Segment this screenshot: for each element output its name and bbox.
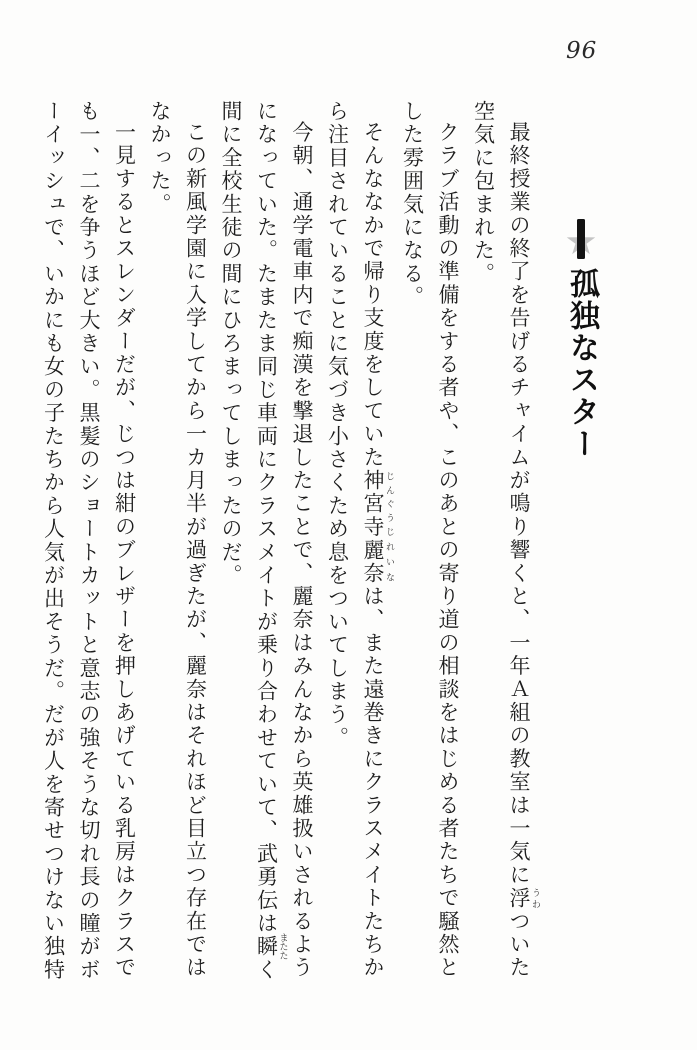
chapter-title: 孤独なスター — [564, 268, 599, 460]
chapter-heading — [562, 100, 600, 988]
paragraph: 今朝、通学電車内で痴漢を撃退したことで、麗奈はみんなから英雄扱いされるようになっていた。たまたま同じ車両にクラスメイトが乗り合わせていて、武勇伝は瞬 またたく間に全校生徒の間にひろまってしまったのだ。 — [219, 100, 314, 982]
paragraph: クラブ活動の準備をする者や、このあとの寄り道の相談をはじめる者たちで騒然とした雰囲気になる。 — [400, 100, 460, 980]
paragraph: 一見するとスレンダーだが、じつは紺のブレザーを押しあげている乳房はクラスでも一、二を争うほど大きい。黒髪のショートカットと意志の強そうな切れ長の瞳がボーイッシュで、いかにも女の子たちから人気が出そうだ。だが人を寄せつけない独特 — [41, 100, 137, 982]
paragraph: 最終授業の終了を告げるチャイムが鳴り響くと、一年Ａ組の教室は一気に浮 うわついた空気に包まれた。 — [471, 100, 540, 980]
ruby-annotation: 瞬 またた — [254, 933, 288, 961]
star-with-bar-icon — [562, 216, 600, 262]
ruby-annotation: 麗奈 れいな — [361, 538, 394, 586]
page-number: 96 — [566, 38, 598, 64]
paragraph: この新風学園に入学してから一カ月半が過ぎたが、麗奈はそれほど目立つ存在ではなかった。 — [148, 100, 208, 980]
body-text — [35, 100, 540, 988]
paragraph: そんななかで帰り支度をしていた神宮寺 じんぐうじ麗奈 れいなは、また遠巻きにクラスメイトたちから注目されていることに気づき小さくため息をついてしまう。 — [325, 100, 394, 980]
ruby-annotation: 浮 うわ — [507, 886, 540, 910]
ruby-annotation: 神宮寺 じんぐうじ — [361, 469, 394, 539]
text-block — [41, 100, 600, 988]
